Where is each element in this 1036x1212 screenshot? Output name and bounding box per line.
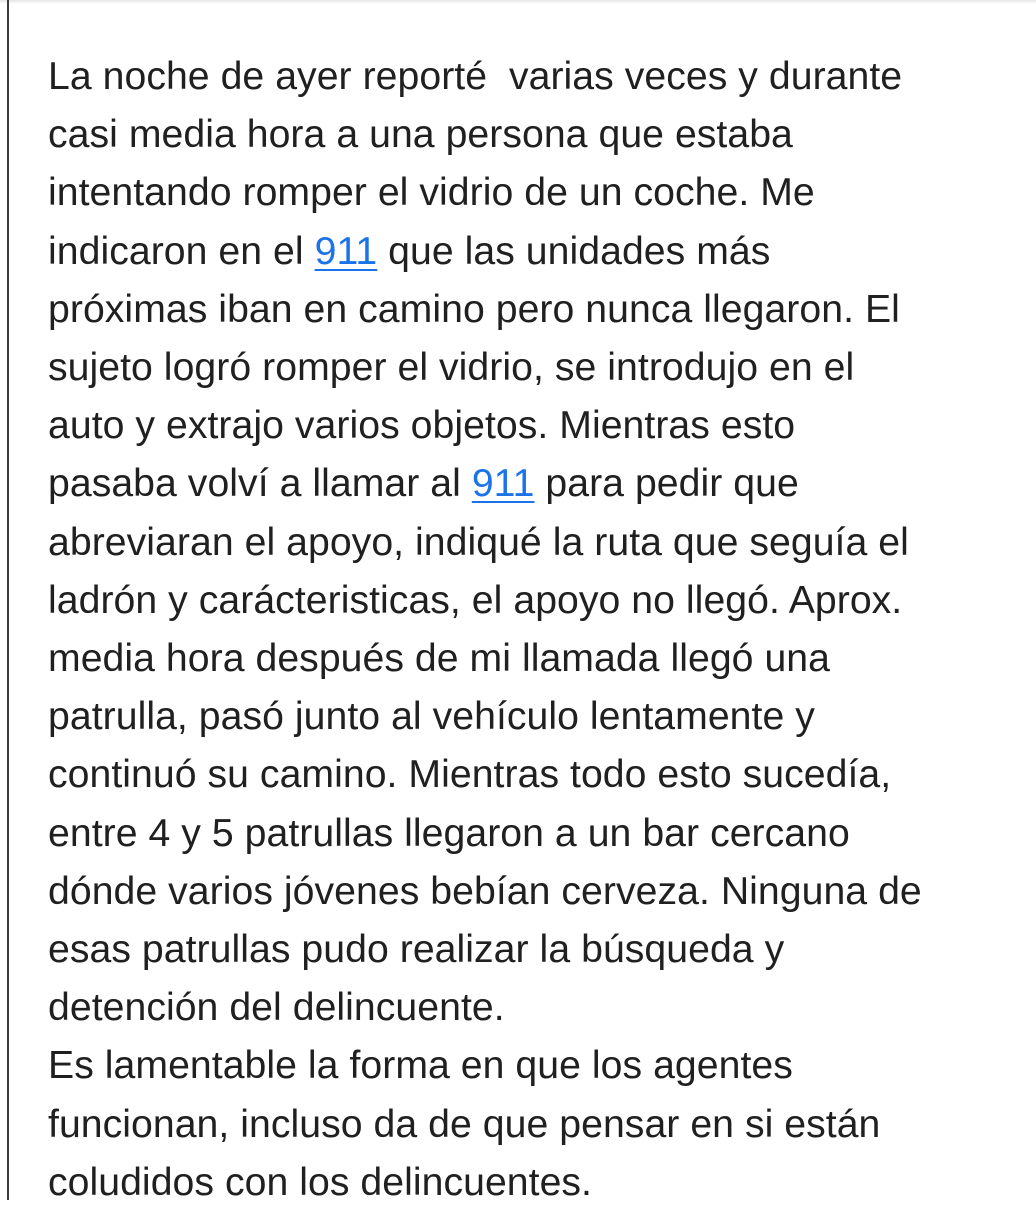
left-border-line bbox=[7, 0, 9, 1200]
text-line: La noche de ayer reporté varias veces y durante bbox=[48, 55, 903, 98]
text-line bbox=[48, 455, 1018, 513]
text-line: continuó su camino. Mientras todo esto sucedía, bbox=[48, 753, 892, 797]
text-line: sujeto logró romper el vidrio, se introdujo en el bbox=[48, 346, 855, 390]
text-line: entre 4 y 5 patrullas llegaron a un bar cercano bbox=[48, 811, 850, 855]
text-line: abreviaran el apoyo, indiqué la ruta que seguía el bbox=[48, 520, 909, 564]
text-line bbox=[48, 223, 1018, 281]
text-line: detención del delincuente. bbox=[48, 986, 505, 1030]
phone-link-911[interactable]: 911 bbox=[471, 462, 535, 506]
text-segment: pasaba volví a llamar al bbox=[48, 462, 472, 506]
text-segment: para pedir que bbox=[534, 462, 799, 506]
text-line: esas patrullas pudo realizar la búsqueda y bbox=[48, 928, 785, 972]
text-line: dónde varios jóvenes bebían cerveza. Ninguna de bbox=[48, 869, 922, 913]
text-line: media hora después de mi llamada llegó una bbox=[48, 637, 830, 681]
text-line: ladrón y carácteristicas, el apoyo no llegó. Aprox. bbox=[48, 578, 903, 622]
text-line: próximas iban en camino pero nunca llegaron. El bbox=[48, 287, 900, 331]
text-segment: que las unidades más bbox=[377, 229, 771, 273]
text-line: Es lamentable la forma en que los agentes bbox=[48, 1044, 793, 1088]
text-line: intentando romper el vidrio de un coche. Me bbox=[48, 171, 815, 215]
text-segment: indicaron en el bbox=[48, 229, 315, 273]
text-line: funcionan, incluso da de que pensar en si están bbox=[48, 1102, 881, 1146]
text-line: casi media hora a una persona que estaba bbox=[48, 113, 793, 157]
post-body-text bbox=[48, 48, 1018, 1212]
text-line: auto y extrajo varios objetos. Mientras esto bbox=[48, 404, 796, 448]
phone-link-911[interactable]: 911 bbox=[314, 229, 378, 273]
text-line: patrulla, pasó junto al vehículo lentamente y bbox=[48, 695, 815, 739]
top-edge-shadow bbox=[0, 0, 1036, 4]
text-line: coludidos con los delincuentes. bbox=[48, 1160, 592, 1204]
